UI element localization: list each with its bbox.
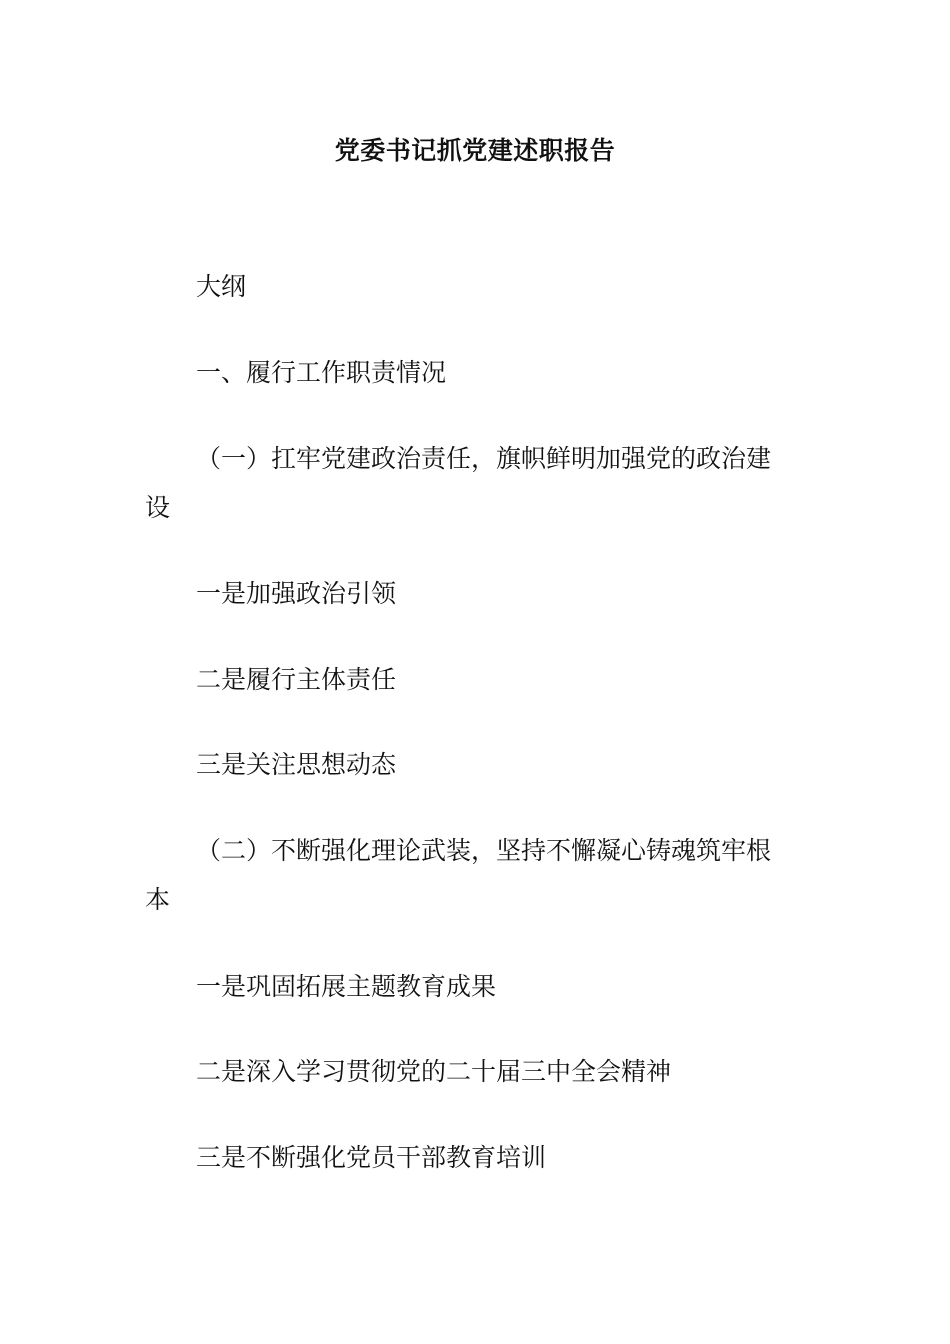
outline-item: 三是关注思想动态 <box>196 750 397 779</box>
outline-item: 一是加强政治引领 <box>196 579 397 608</box>
document-title: 党委书记抓党建述职报告 <box>334 136 616 165</box>
outline-item: 三是不断强化党员干部教育培训 <box>196 1143 547 1172</box>
outline-item: 一是巩固拓展主题教育成果 <box>196 972 497 1001</box>
subsection-heading-2: （二）不断强化理论武装，坚持不懈凝心铸魂筑牢根本 <box>145 836 772 914</box>
section-heading-1: 一、履行工作职责情况 <box>196 358 447 387</box>
outline-heading: 大纲 <box>196 272 247 301</box>
subsection-heading-1: （一）扛牢党建政治责任，旗帜鲜明加强党的政治建设 <box>145 444 772 522</box>
outline-item: 二是深入学习贯彻党的二十届三中全会精神 <box>196 1057 672 1086</box>
outline-item: 二是履行主体责任 <box>196 665 397 694</box>
